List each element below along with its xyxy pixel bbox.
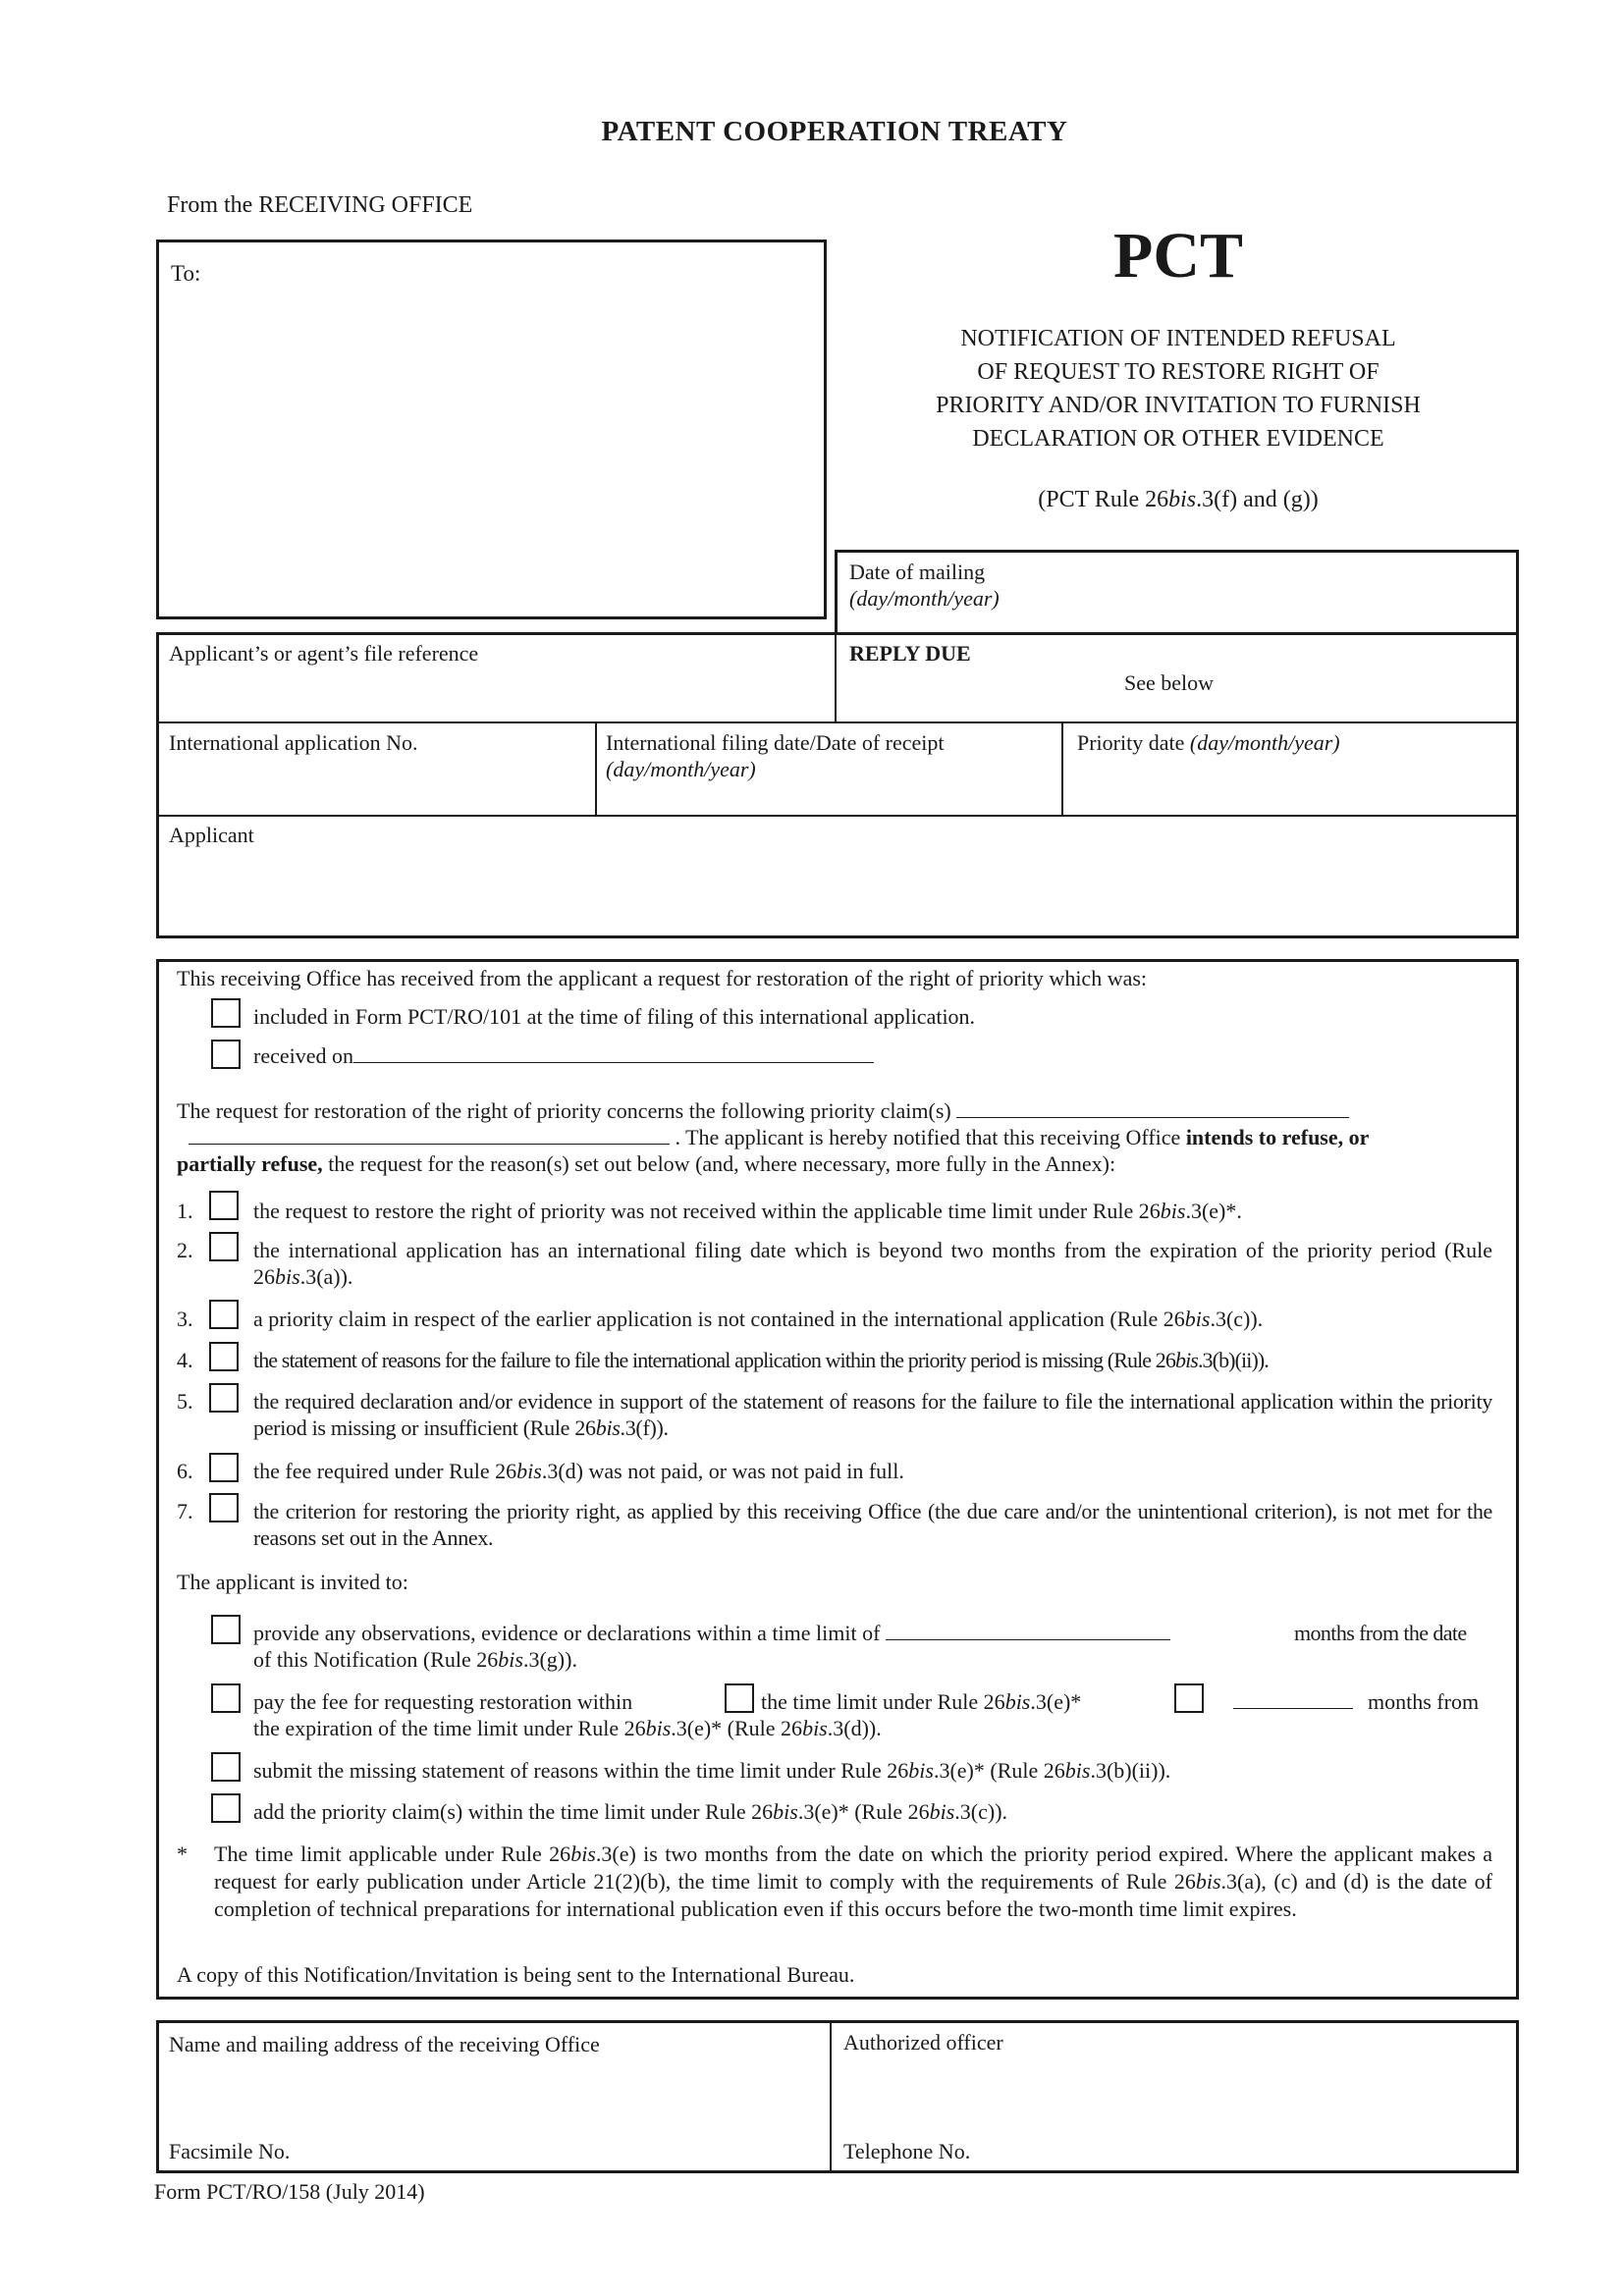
inv-text: add the priority claim(s) within the time limit under Rule 26 (253, 1799, 774, 1824)
telephone-label: Telephone No. (843, 2139, 971, 2163)
pay-fee-text: pay the fee for requesting restoration within (253, 1689, 633, 1714)
reason-text: the fee required under Rule 26 (253, 1459, 517, 1483)
notification-title-line: DECLARATION OR OTHER EVIDENCE (972, 426, 1384, 452)
provide-observations-text (253, 1620, 1170, 1646)
intro-text: This receiving Office has received from the applicant a request for restoration of the right of priority which was: (177, 966, 1148, 990)
time-limit-input[interactable] (886, 1620, 1170, 1640)
pay-fee-months-input-wrap (1233, 1688, 1353, 1715)
office-address-label: Name and mailing address of the receiving Office (169, 2032, 600, 2056)
received-on-checkbox[interactable] (211, 1040, 241, 1069)
to-address-box[interactable] (156, 240, 827, 619)
bis-text: bis (516, 1459, 542, 1483)
pay-fee-months-checkbox[interactable] (1174, 1683, 1204, 1713)
notified-text: . The applicant is hereby notified that this receiving Office (675, 1125, 1181, 1149)
intl-filing-date-label: International filing date/Date of receipt (606, 730, 945, 755)
office-details-box (156, 2020, 1519, 2173)
file-reference-label: Applicant’s or agent’s file reference (169, 641, 479, 666)
inv-text: provide any observations, evidence or declarations within a time limit of (253, 1621, 881, 1645)
notification-title (864, 322, 1492, 455)
reason-text: .3(e)*. (1185, 1199, 1242, 1223)
inv-text: .3(e)* (Rule 26 (671, 1716, 803, 1740)
priority-date-format: (day/month/year) (1189, 730, 1340, 755)
pct-heading: PCT (1113, 220, 1243, 292)
reason-number: 5. (177, 1389, 193, 1414)
received-on-date-input[interactable] (353, 1042, 874, 1063)
reason-text: .3(a)). (299, 1264, 353, 1289)
grid-divider (159, 721, 1516, 723)
footnote-part: .3(e) is two months from the date on which the priority period expired. Where the applicant makes a request for early publication under Article 21(2)(b), the time limit to comply with the requirements of Rule 26 (214, 1842, 1492, 1894)
months-from-text: months from (1368, 1689, 1480, 1714)
reason-text: the request to restore the right of priority was not received within the applicable time limit under Rule 26 (253, 1199, 1161, 1223)
reason-text: .3(c)). (1210, 1307, 1264, 1331)
inv-text: .3(b)(ii)). (1090, 1758, 1171, 1783)
priority-claims-text: The request for restoration of the right of priority concerns the following priority claim(s) (177, 1098, 951, 1123)
footnote-star: * (177, 1842, 188, 1866)
bis-text: bis (498, 1647, 523, 1672)
reason-text: .3(d) was not paid, or was not paid in full. (541, 1459, 904, 1483)
priority-date-label (1077, 729, 1340, 756)
bis-text: bis (1184, 1307, 1211, 1331)
rule-ref-post: .3(f) and (g)) (1196, 487, 1319, 512)
bis-text: bis (1004, 1689, 1031, 1714)
reason-4-checkbox[interactable] (209, 1342, 239, 1371)
footnote-part: The time limit applicable under Rule 26 (214, 1842, 571, 1866)
rule-reference (864, 487, 1492, 513)
intends-to-refuse-text: intends to refuse, or (1185, 1125, 1370, 1149)
reason-text: the criterion for restoring the priority right, as applied by this receiving Office (the due care and/or the unintentional criterion), is not met for the reasons set out in the Annex. (253, 1499, 1492, 1550)
received-on-text: received on (253, 1043, 353, 1068)
bis-text: bis (570, 1842, 596, 1866)
reason-1-text (253, 1198, 1242, 1224)
see-below-label: See below (1124, 670, 1215, 695)
reason-3-checkbox[interactable] (209, 1300, 239, 1329)
reason-number: 7. (177, 1499, 193, 1523)
date-of-mailing-format: (day/month/year) (849, 586, 1000, 611)
date-of-mailing-field[interactable] (835, 550, 1519, 634)
priority-claims-input[interactable] (956, 1097, 1349, 1118)
inv-text: of this Notification (Rule 26 (253, 1647, 499, 1672)
included-in-request-label: included in Form PCT/RO/101 at the time of filing of this international application. (253, 1004, 976, 1029)
rule-ref-pre: (PCT Rule 26 (1038, 487, 1169, 512)
reason-text: .3(f)). (620, 1415, 669, 1440)
grid-divider (159, 815, 1516, 817)
bis-text: bis (773, 1799, 798, 1824)
bis-text: bis (1174, 1348, 1198, 1372)
reason-text: the required declaration and/or evidence in support of the statement of reasons for the failure to file the international application within the priority period is missing or insufficient (Rule 26 (253, 1389, 1492, 1440)
date-of-mailing-label: Date of mailing (849, 560, 986, 584)
provide-observations-checkbox[interactable] (211, 1615, 241, 1644)
pay-fee-months-input[interactable] (1233, 1688, 1353, 1709)
reason-3-text (253, 1306, 1263, 1332)
from-office-label: From the RECEIVING OFFICE (167, 192, 473, 218)
bis-text: bis (802, 1716, 828, 1740)
intl-filing-date-format: (day/month/year) (606, 757, 756, 781)
priority-date-text: Priority date (1077, 730, 1185, 755)
reason-text: a priority claim in respect of the earlier application is not contained in the international application (Rule 26 (253, 1307, 1185, 1331)
inv-text: .3(g)). (522, 1647, 577, 1672)
reasons-intro-text: the request for the reason(s) set out below (and, where necessary, more fully in the Annex): (328, 1151, 1116, 1176)
reason-6-checkbox[interactable] (209, 1453, 239, 1482)
pay-fee-checkbox[interactable] (211, 1683, 241, 1713)
bis-text: bis (595, 1415, 621, 1440)
notification-title-line: OF REQUEST TO RESTORE RIGHT OF (977, 359, 1380, 385)
intl-application-no-label: International application No. (169, 730, 418, 755)
inv-text: .3(d)). (827, 1716, 882, 1740)
bis-text: bis (1195, 1869, 1221, 1894)
applicant-label: Applicant (169, 823, 254, 847)
copy-note: A copy of this Notification/Invitation is being sent to the International Bureau. (177, 1962, 855, 1987)
reason-2-checkbox[interactable] (209, 1232, 239, 1261)
notification-title-line: PRIORITY AND/OR INVITATION TO FURNISH (936, 393, 1421, 418)
footer-divider (830, 2023, 832, 2170)
facsimile-label: Facsimile No. (169, 2139, 291, 2163)
pay-fee-time-limit-text (761, 1688, 1081, 1715)
reason-text: the international application has an international filing date which is beyond two months from the expiration of the priority period (Rule 26 (253, 1238, 1492, 1289)
partially-refuse-text: partially refuse, (177, 1151, 323, 1176)
included-in-request-checkbox[interactable] (211, 998, 241, 1028)
reason-7-checkbox[interactable] (209, 1493, 239, 1522)
reason-number: 1. (177, 1199, 193, 1223)
rule-ref-bis: bis (1168, 487, 1197, 512)
reason-1-checkbox[interactable] (209, 1191, 239, 1220)
reason-number: 3. (177, 1307, 193, 1331)
bis-text: bis (1064, 1758, 1091, 1783)
reply-due-label: REPLY DUE (849, 641, 971, 666)
bis-text: bis (1160, 1199, 1186, 1223)
pay-fee-time-limit-checkbox[interactable] (725, 1683, 754, 1713)
reason-6-text (253, 1458, 904, 1484)
to-label: To: (171, 261, 201, 286)
inv-text: .3(e)* (Rule 26 (933, 1758, 1065, 1783)
received-on-label (253, 1042, 874, 1069)
footnote-part: .3(a), (c) and (d) is the date of completion of technical preparations for international publication even if this occurs before the two-month time limit expires. (214, 1869, 1492, 1921)
priority-claims-input-continued[interactable] (189, 1124, 670, 1145)
reason-number: 2. (177, 1238, 193, 1262)
inv-text: .3(e)* (Rule 26 (797, 1799, 930, 1824)
pay-fee-text-continued (253, 1715, 882, 1741)
priority-claims-paragraph (177, 1097, 1492, 1177)
bis-text: bis (908, 1758, 934, 1783)
application-info-grid (156, 632, 1519, 938)
inv-text: .3(e)* (1030, 1689, 1082, 1714)
reason-text: the statement of reasons for the failure to file the international application within the priority period is missing (Rule 26 (253, 1348, 1175, 1372)
reason-5-text (253, 1388, 1492, 1441)
inv-text: the time limit under Rule 26 (761, 1689, 1005, 1714)
reason-text: .3(b)(ii)). (1197, 1348, 1269, 1372)
submit-statement-checkbox[interactable] (211, 1752, 241, 1782)
grid-divider (595, 721, 597, 816)
authorized-officer-label: Authorized officer (843, 2030, 1003, 2055)
reason-5-checkbox[interactable] (209, 1383, 239, 1413)
bis-text: bis (929, 1799, 955, 1824)
inv-text: the expiration of the time limit under Rule 26 (253, 1716, 646, 1740)
add-priority-claim-checkbox[interactable] (211, 1793, 241, 1823)
footnote-text (214, 1841, 1492, 1923)
bis-text: bis (645, 1716, 672, 1740)
months-from-date-text: months from the date (1294, 1621, 1467, 1645)
inv-text: .3(c)). (954, 1799, 1008, 1824)
submit-statement-text (253, 1757, 1170, 1784)
reason-2-text (253, 1237, 1492, 1290)
grid-divider (1061, 721, 1063, 816)
add-priority-claim-text (253, 1798, 1007, 1825)
bis-text: bis (275, 1264, 300, 1289)
reason-number: 6. (177, 1459, 193, 1483)
notification-title-line: NOTIFICATION OF INTENDED REFUSAL (960, 326, 1396, 351)
reason-7-text (253, 1498, 1492, 1551)
reason-number: 4. (177, 1348, 193, 1372)
treaty-title: PATENT COOPERATION TREATY (601, 116, 1068, 147)
form-identifier: Form PCT/RO/158 (July 2014) (154, 2179, 425, 2204)
invited-label: The applicant is invited to: (177, 1570, 408, 1594)
provide-observations-text-continued (253, 1646, 577, 1673)
grid-divider (835, 635, 837, 722)
reason-4-text (253, 1347, 1269, 1373)
inv-text: submit the missing statement of reasons within the time limit under Rule 26 (253, 1758, 909, 1783)
